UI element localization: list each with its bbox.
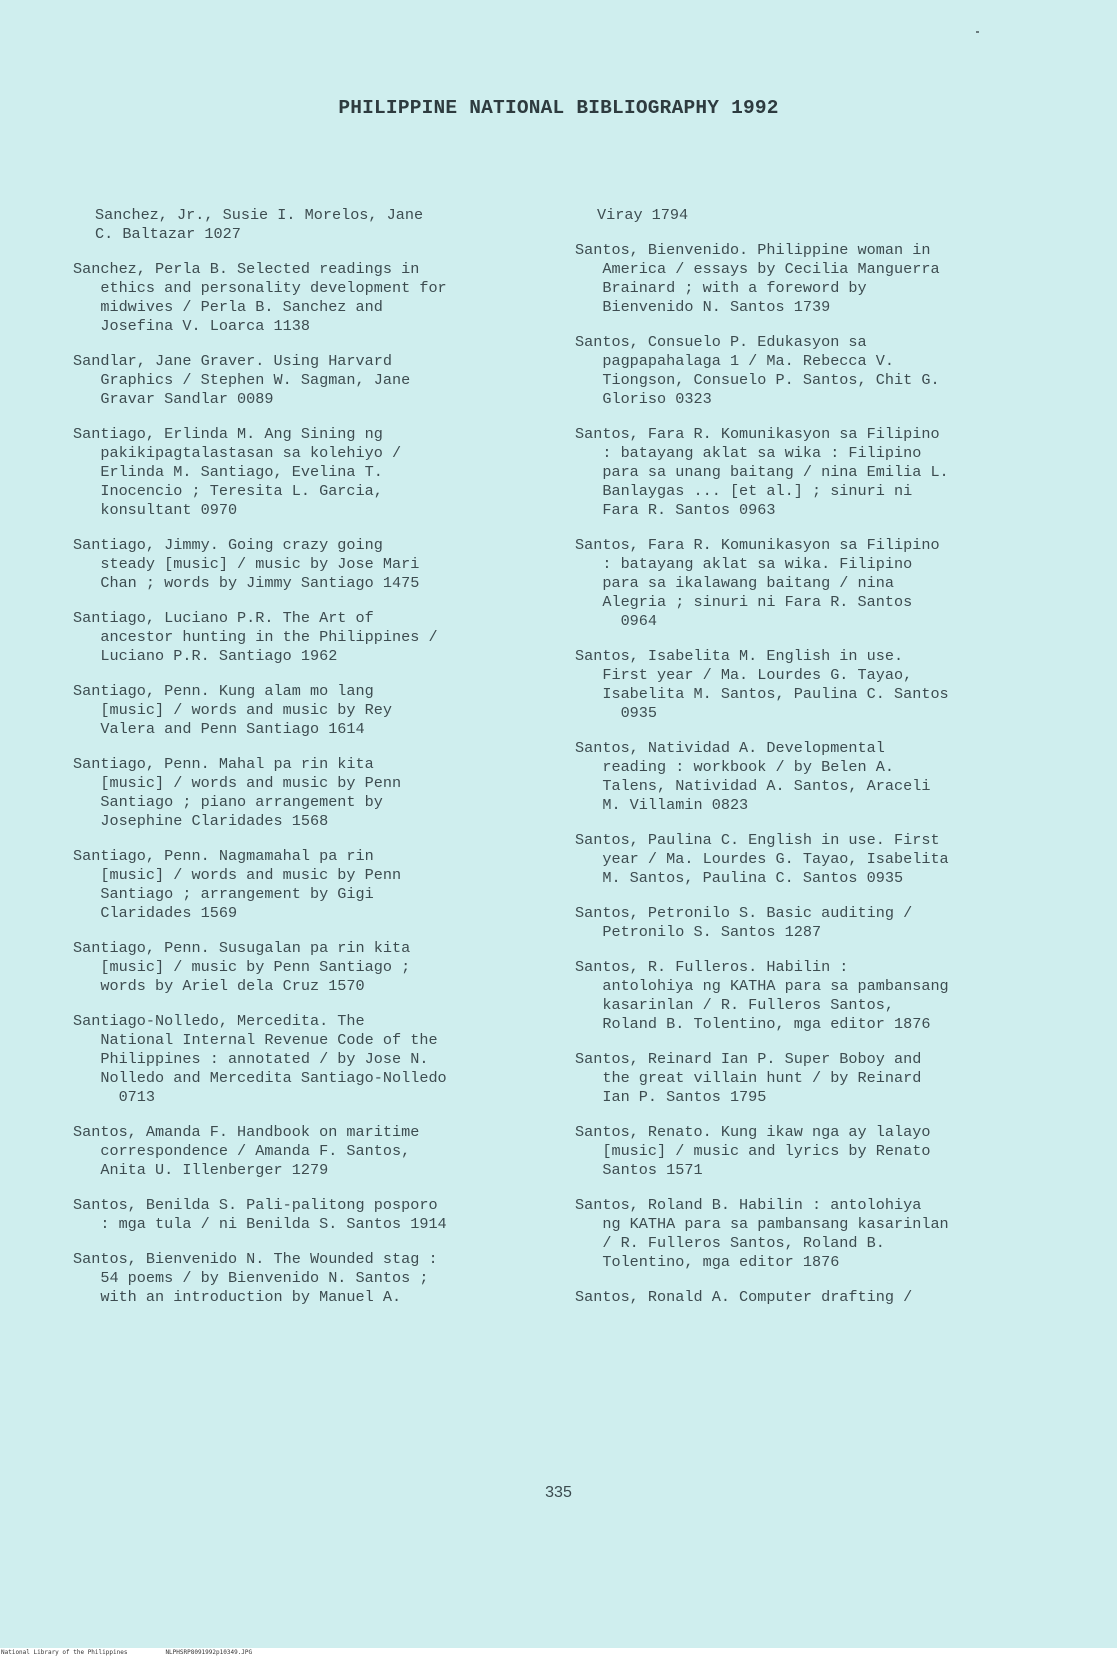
- right-column: [575, 206, 1045, 1323]
- bibliography-entry: Santos, Renato. Kung ikaw nga ay lalayo [music] / music and lyrics by Renato Santos 1571: [575, 1123, 931, 1179]
- bibliography-entry: Santiago, Penn. Susugalan pa rin kita [music] / music by Penn Santiago ; words by Ariel dela Cruz 1570: [73, 939, 411, 995]
- bibliography-entry: Santos, Benilda S. Pali-palitong posporo : mga tula / ni Benilda S. Santos 1914: [73, 1196, 447, 1233]
- bibliography-entry: Viray 1794: [597, 206, 689, 224]
- bibliography-entry: Santos, Natividad A. Developmental reading : workbook / by Belen A. Talens, Natividad A. Santos, Araceli M. Villamin 0823: [575, 739, 931, 814]
- bibliography-entry: Sanchez, Jr., Susie I. Morelos, Jane C. Baltazar 1027: [95, 206, 424, 243]
- bibliography-entry: Santiago, Erlinda M. Ang Sining ng pakikipagtalastasan sa kolehiyo / Erlinda M. Santiago, Evelina T. Inocencio ; Teresita L. Garcia, konsultant 0970: [73, 425, 402, 519]
- bibliography-entry: Santiago, Penn. Nagmamahal pa rin [music] / words and music by Penn Santiago ; arrangement by Gigi Claridades 1569: [73, 847, 402, 922]
- bibliography-entry: Santiago-Nolledo, Mercedita. The National Internal Revenue Code of the Philippines : annotated / by Jose N. Nolledo and Mercedita Santiago-Nolledo 0713: [73, 1012, 447, 1106]
- bibliography-entry: Santiago, Penn. Mahal pa rin kita [music] / words and music by Penn Santiago ; piano arrangement by Josephine Claridades 1568: [73, 755, 402, 830]
- page-number: 335: [545, 1484, 572, 1501]
- scan-speck: [976, 31, 979, 33]
- bibliography-entry: Santos, Fara R. Komunikasyon sa Filipino : batayang aklat sa wika. Filipino para sa ikalawang baitang / nina Alegria ; sinuri ni Fara R. Santos 0964: [575, 536, 940, 630]
- bibliography-entry: Santiago, Penn. Kung alam mo lang [music] / words and music by Rey Valera and Penn Santiago 1614: [73, 682, 392, 738]
- bibliography-entry: Santiago, Jimmy. Going crazy going steady [music] / music by Jose Mari Chan ; words by Jimmy Santiago 1475: [73, 536, 420, 592]
- bibliography-entry: Santos, Isabelita M. English in use. First year / Ma. Lourdes G. Tayao, Isabelita M. Santos, Paulina C. Santos 0935: [575, 647, 949, 722]
- bibliography-entry: Santos, Amanda F. Handbook on maritime correspondence / Amanda F. Santos, Anita U. Illenberger 1279: [73, 1123, 420, 1179]
- bibliography-entry: Santos, Roland B. Habilin : antolohiya ng KATHA para sa pambansang kasarinlan / R. Fulleros Santos, Roland B. Tolentino, mga editor 1876: [575, 1196, 949, 1271]
- page-title: PHILIPPINE NATIONAL BIBLIOGRAPHY 1992: [338, 97, 779, 119]
- bibliography-entry: Santos, Consuelo P. Edukasyon sa pagpapahalaga 1 / Ma. Rebecca V. Tiongson, Consuelo P. Santos, Chit G. Gloriso 0323: [575, 333, 940, 408]
- bibliography-entry: Santos, Bienvenido. Philippine woman in America / essays by Cecilia Manguerra Brainard ; with a foreword by Bienvenido N. Santos 1739: [575, 241, 940, 316]
- bibliography-entry: Santiago, Luciano P.R. The Art of ancestor hunting in the Philippines / Luciano P.R. Santiago 1962: [73, 609, 438, 665]
- bibliography-entry: Sanchez, Perla B. Selected readings in ethics and personality development for midwives / Perla B. Sanchez and Josefina V. Loarca 1138: [73, 260, 447, 335]
- footer-institution: National Library of the Philippines: [1, 1649, 128, 1656]
- bibliography-entry: Santos, Paulina C. English in use. First year / Ma. Lourdes G. Tayao, Isabelita M. Santos, Paulina C. Santos 0935: [575, 831, 949, 887]
- footer-file-id: NLPHSRP8091992p10349.JPG: [165, 1649, 253, 1656]
- bibliography-entry: Sandlar, Jane Graver. Using Harvard Graphics / Stephen W. Sagman, Jane Gravar Sandlar 0089: [73, 352, 411, 408]
- bibliography-entry: Santos, Reinard Ian P. Super Boboy and the great villain hunt / by Reinard Ian P. Santos 1795: [575, 1050, 922, 1106]
- left-column: [73, 206, 543, 1323]
- bibliography-entry: Santos, Fara R. Komunikasyon sa Filipino : batayang aklat sa wika : Filipino para sa unang baitang / nina Emilia L. Banlaygas ... [et al.] ; sinuri ni Fara R. Santos 0963: [575, 425, 949, 519]
- scan-footer: [0, 1648, 1117, 1658]
- bibliography-entry: Santos, Ronald A. Computer drafting /: [575, 1288, 913, 1306]
- bibliography-entry: Santos, Bienvenido N. The Wounded stag : 54 poems / by Bienvenido N. Santos ; with an introduction by Manuel A.: [73, 1250, 438, 1306]
- bibliography-entry: Santos, Petronilo S. Basic auditing / Petronilo S. Santos 1287: [575, 904, 913, 941]
- bibliography-entry: Santos, R. Fulleros. Habilin : antolohiya ng KATHA para sa pambansang kasarinlan / R. Fulleros Santos, Roland B. Tolentino, mga editor 1876: [575, 958, 949, 1033]
